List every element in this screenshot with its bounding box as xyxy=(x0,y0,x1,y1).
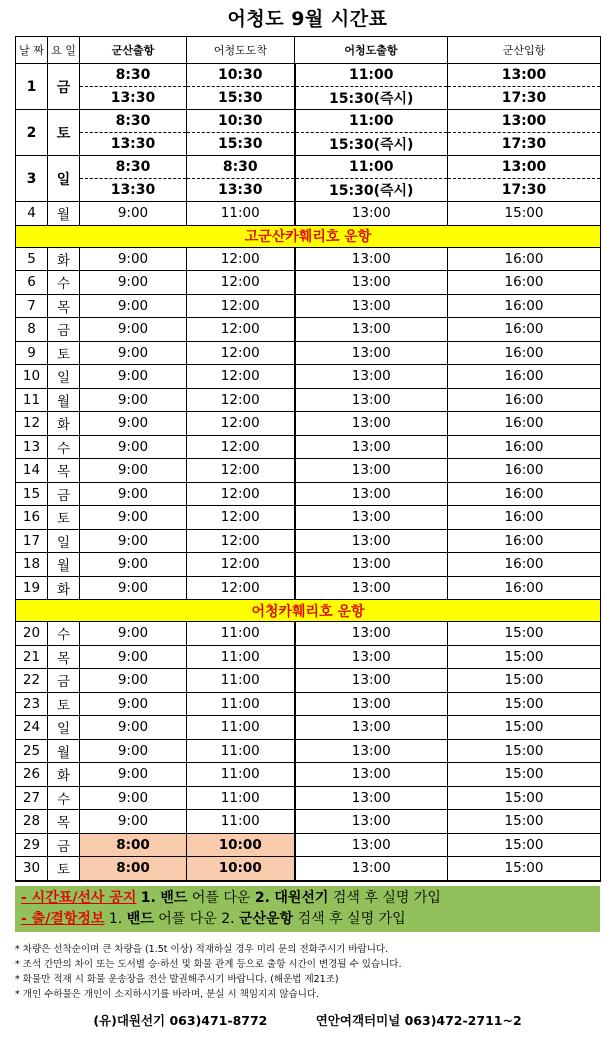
time-cell: 13:00 xyxy=(295,341,448,365)
time-cell: 16:00 xyxy=(448,271,601,295)
date-cell: 20 xyxy=(16,622,48,646)
page-title: 어청도 9월 시간표 xyxy=(227,8,388,30)
dow-cell: 일 xyxy=(48,365,80,389)
time-cell: 9:00 xyxy=(80,412,187,436)
time-cell: 12:00 xyxy=(187,553,295,577)
notice-line-status xyxy=(21,909,594,930)
time-cell: 9:00 xyxy=(80,786,187,810)
time-cell: 13:00 xyxy=(295,669,448,693)
notice-num: 2. xyxy=(254,890,270,906)
time-cell: 15:30(즉시) xyxy=(295,87,448,110)
time-cell: 11:00 xyxy=(187,739,295,763)
time-cell: 13:00 xyxy=(448,156,601,179)
table-row xyxy=(16,786,601,810)
time-cell: 10:30 xyxy=(187,64,295,87)
header-dow: 요 일 xyxy=(48,37,80,64)
time-cell: 10:00 xyxy=(187,833,295,857)
time-cell: 8:00 xyxy=(80,833,187,857)
note-line: * 차량은 선착순이며 큰 차량을 (1.5t 이상) 적재하실 경우 미리 문의 전화주시기 바랍니다. xyxy=(15,944,389,955)
notice-text: 검색 후 실명 가입 xyxy=(297,911,406,927)
note-line: * 개인 수하물은 개인이 소지하시기를 바라며, 분실 시 책임지지 않습니다. xyxy=(15,989,320,1000)
table-row xyxy=(16,810,601,834)
dow-cell: 금 xyxy=(48,669,80,693)
table-row xyxy=(16,64,601,87)
dow-cell: 금 xyxy=(48,482,80,506)
table-row xyxy=(16,294,601,318)
table-row xyxy=(16,110,601,133)
time-cell: 13:00 xyxy=(295,810,448,834)
table-row xyxy=(16,622,601,646)
table-row xyxy=(16,763,601,787)
time-cell: 12:00 xyxy=(187,247,295,271)
table-row xyxy=(16,156,601,179)
dow-cell: 월 xyxy=(48,739,80,763)
table-row xyxy=(16,576,601,600)
time-cell: 13:00 xyxy=(295,763,448,787)
table-row xyxy=(16,179,601,202)
time-cell: 9:00 xyxy=(80,435,187,459)
time-cell: 13:00 xyxy=(295,576,448,600)
dow-cell: 금 xyxy=(48,833,80,857)
time-cell: 12:00 xyxy=(187,412,295,436)
date-cell: 10 xyxy=(16,365,48,389)
date-cell: 21 xyxy=(16,645,48,669)
time-cell: 12:00 xyxy=(187,506,295,530)
date-cell: 6 xyxy=(16,271,48,295)
dow-cell: 월 xyxy=(48,388,80,412)
table-row xyxy=(16,529,601,553)
dow-cell: 화 xyxy=(48,576,80,600)
time-cell: 11:00 xyxy=(187,692,295,716)
time-cell: 16:00 xyxy=(448,482,601,506)
time-cell: 15:00 xyxy=(448,202,601,226)
time-cell: 13:00 xyxy=(295,857,448,881)
time-cell: 9:00 xyxy=(80,622,187,646)
date-cell: 4 xyxy=(16,202,48,226)
time-cell: 9:00 xyxy=(80,739,187,763)
time-cell: 9:00 xyxy=(80,294,187,318)
time-cell: 9:00 xyxy=(80,576,187,600)
dow-cell: 토 xyxy=(48,506,80,530)
date-cell: 17 xyxy=(16,529,48,553)
time-cell: 13:00 xyxy=(295,739,448,763)
table-row xyxy=(16,857,601,881)
time-cell: 9:00 xyxy=(80,271,187,295)
time-cell: 15:00 xyxy=(448,833,601,857)
date-cell: 19 xyxy=(16,576,48,600)
time-cell: 9:00 xyxy=(80,692,187,716)
time-cell: 9:00 xyxy=(80,482,187,506)
time-cell: 10:00 xyxy=(187,857,295,881)
time-cell: 13:00 xyxy=(295,365,448,389)
ferry-banner-eocheong: 어청카훼리호 운항 xyxy=(16,600,601,622)
notice-search-term: 군산운항 xyxy=(239,911,294,927)
time-cell: 13:00 xyxy=(295,482,448,506)
time-cell: 16:00 xyxy=(448,318,601,342)
time-cell: 16:00 xyxy=(448,435,601,459)
time-cell: 15:30 xyxy=(187,87,295,110)
timetable xyxy=(15,36,601,882)
dow-cell: 월 xyxy=(48,202,80,226)
date-cell: 26 xyxy=(16,763,48,787)
notice-label: - 시간표/선사 공지 xyxy=(21,890,137,906)
time-cell: 13:00 xyxy=(295,388,448,412)
time-cell: 17:30 xyxy=(448,179,601,202)
date-cell: 13 xyxy=(16,435,48,459)
dow-cell: 일 xyxy=(48,156,80,202)
time-cell: 15:00 xyxy=(448,763,601,787)
note-line: * 화물만 적재 시 화물 운송장을 전산 발권해주시기 바랍니다. (해운법 제21조) xyxy=(15,974,339,985)
table-row xyxy=(16,247,601,271)
time-cell: 15:30(즉시) xyxy=(295,179,448,202)
notice-app: 밴드 xyxy=(160,890,188,906)
time-cell: 13:00 xyxy=(295,435,448,459)
table-row xyxy=(16,692,601,716)
notice-text: 어플 다운 xyxy=(191,890,251,906)
time-cell: 9:00 xyxy=(80,645,187,669)
time-cell: 13:00 xyxy=(295,412,448,436)
time-cell: 8:30 xyxy=(80,110,187,133)
time-cell: 17:30 xyxy=(448,87,601,110)
time-cell: 13:00 xyxy=(295,271,448,295)
notice-search-term: 대원선기 xyxy=(274,890,329,906)
time-cell: 16:00 xyxy=(448,529,601,553)
dow-cell: 토 xyxy=(48,857,80,881)
time-cell: 9:00 xyxy=(80,506,187,530)
dow-cell: 일 xyxy=(48,529,80,553)
time-cell: 11:00 xyxy=(187,202,295,226)
table-row xyxy=(16,365,601,389)
header-eocheongdo-depart: 어청도출항 xyxy=(295,37,448,64)
time-cell: 13:00 xyxy=(295,294,448,318)
time-cell: 15:00 xyxy=(448,716,601,740)
notice-box xyxy=(15,886,600,932)
time-cell: 15:30(즉시) xyxy=(295,133,448,156)
notice-label: - 출/결항정보 xyxy=(21,911,105,927)
time-cell: 9:00 xyxy=(80,529,187,553)
time-cell: 12:00 xyxy=(187,459,295,483)
ferry-banner-gogunsan: 고군산카훼리호 운항 xyxy=(16,225,601,247)
time-cell: 16:00 xyxy=(448,388,601,412)
dow-cell: 수 xyxy=(48,622,80,646)
time-cell: 16:00 xyxy=(448,412,601,436)
dow-cell: 목 xyxy=(48,645,80,669)
time-cell: 8:30 xyxy=(187,156,295,179)
date-cell: 1 xyxy=(16,64,48,110)
time-cell: 9:00 xyxy=(80,318,187,342)
table-row xyxy=(16,435,601,459)
time-cell: 11:00 xyxy=(295,110,448,133)
time-cell: 12:00 xyxy=(187,341,295,365)
time-cell: 13:00 xyxy=(295,202,448,226)
time-cell: 9:00 xyxy=(80,716,187,740)
date-cell: 8 xyxy=(16,318,48,342)
time-cell: 12:00 xyxy=(187,482,295,506)
notice-app: 밴드 xyxy=(126,911,154,927)
table-row xyxy=(16,506,601,530)
notes xyxy=(15,942,605,1002)
table-row xyxy=(16,669,601,693)
dow-cell: 토 xyxy=(48,692,80,716)
table-row xyxy=(16,833,601,857)
dow-cell: 수 xyxy=(48,271,80,295)
time-cell: 13:00 xyxy=(295,716,448,740)
block-eocheong xyxy=(16,622,601,881)
time-cell: 13:00 xyxy=(295,459,448,483)
time-cell: 11:00 xyxy=(295,156,448,179)
date-cell: 14 xyxy=(16,459,48,483)
time-cell: 9:00 xyxy=(80,669,187,693)
time-cell: 15:00 xyxy=(448,692,601,716)
header-date: 날 짜 xyxy=(16,37,48,64)
table-row xyxy=(16,482,601,506)
time-cell: 13:00 xyxy=(295,506,448,530)
time-cell: 12:00 xyxy=(187,271,295,295)
time-cell: 15:00 xyxy=(448,786,601,810)
contact-terminal: 연안여객터미널 063)472-2711~2 xyxy=(315,1013,522,1028)
dow-cell: 토 xyxy=(48,341,80,365)
date-cell: 2 xyxy=(16,110,48,156)
table-row xyxy=(16,271,601,295)
date-cell: 15 xyxy=(16,482,48,506)
time-cell: 15:00 xyxy=(448,622,601,646)
dow-cell: 화 xyxy=(48,247,80,271)
time-cell: 12:00 xyxy=(187,529,295,553)
time-cell: 8:30 xyxy=(80,156,187,179)
dow-cell: 목 xyxy=(48,294,80,318)
time-cell: 9:00 xyxy=(80,365,187,389)
note-line: * 조석 간만의 차이 또는 도서별 승·하선 및 화물 관계 등으로 출항 시간이 변경될 수 있습니다. xyxy=(15,959,402,970)
table-row xyxy=(16,318,601,342)
dow-cell: 수 xyxy=(48,435,80,459)
table-row xyxy=(16,553,601,577)
time-cell: 9:00 xyxy=(80,459,187,483)
date-cell: 24 xyxy=(16,716,48,740)
time-cell: 13:00 xyxy=(448,110,601,133)
dow-cell: 금 xyxy=(48,64,80,110)
time-cell: 15:00 xyxy=(448,810,601,834)
time-cell: 13:30 xyxy=(80,133,187,156)
dow-cell: 화 xyxy=(48,763,80,787)
time-cell: 9:00 xyxy=(80,810,187,834)
date-cell: 29 xyxy=(16,833,48,857)
time-cell: 12:00 xyxy=(187,294,295,318)
time-cell: 12:00 xyxy=(187,576,295,600)
time-cell: 15:00 xyxy=(448,739,601,763)
time-cell: 16:00 xyxy=(448,341,601,365)
time-cell: 13:00 xyxy=(295,529,448,553)
header-eocheongdo-arrive: 어청도도착 xyxy=(187,37,295,64)
notice-line-schedule xyxy=(21,888,594,909)
time-cell: 13:00 xyxy=(295,622,448,646)
time-cell: 13:00 xyxy=(295,786,448,810)
dow-cell: 수 xyxy=(48,786,80,810)
table-row xyxy=(16,202,601,226)
time-cell: 9:00 xyxy=(80,341,187,365)
table-row xyxy=(16,716,601,740)
time-cell: 15:00 xyxy=(448,669,601,693)
time-cell: 9:00 xyxy=(80,763,187,787)
time-cell: 9:00 xyxy=(80,202,187,226)
ferry-banner-row xyxy=(16,225,601,247)
table-row xyxy=(16,388,601,412)
time-cell: 13:00 xyxy=(295,553,448,577)
time-cell: 15:30 xyxy=(187,133,295,156)
time-cell: 13:00 xyxy=(295,247,448,271)
time-cell: 16:00 xyxy=(448,459,601,483)
table-row xyxy=(16,459,601,483)
time-cell: 11:00 xyxy=(187,622,295,646)
time-cell: 13:30 xyxy=(80,179,187,202)
dow-cell: 목 xyxy=(48,810,80,834)
time-cell: 11:00 xyxy=(295,64,448,87)
time-cell: 16:00 xyxy=(448,576,601,600)
header-row xyxy=(16,37,601,64)
date-cell: 16 xyxy=(16,506,48,530)
notice-num: 1. xyxy=(108,911,123,927)
time-cell: 11:00 xyxy=(187,810,295,834)
time-cell: 11:00 xyxy=(187,645,295,669)
time-cell: 9:00 xyxy=(80,247,187,271)
time-cell: 8:00 xyxy=(80,857,187,881)
time-cell: 16:00 xyxy=(448,247,601,271)
time-cell: 13:00 xyxy=(295,833,448,857)
date-cell: 23 xyxy=(16,692,48,716)
time-cell: 11:00 xyxy=(187,786,295,810)
dow-cell: 금 xyxy=(48,318,80,342)
time-cell: 13:00 xyxy=(295,692,448,716)
time-cell: 13:30 xyxy=(187,179,295,202)
time-cell: 12:00 xyxy=(187,365,295,389)
time-cell: 13:00 xyxy=(448,64,601,87)
contact-daewon: (유)대원선기 063)471-8772 xyxy=(93,1013,268,1028)
table-row xyxy=(16,739,601,763)
table-row xyxy=(16,412,601,436)
time-cell: 16:00 xyxy=(448,553,601,577)
time-cell: 8:30 xyxy=(80,64,187,87)
notice-text: 검색 후 실명 가입 xyxy=(332,890,441,906)
date-cell: 25 xyxy=(16,739,48,763)
date-cell: 27 xyxy=(16,786,48,810)
table-row xyxy=(16,645,601,669)
date-cell: 18 xyxy=(16,553,48,577)
time-cell: 11:00 xyxy=(187,716,295,740)
table-row xyxy=(16,133,601,156)
time-cell: 9:00 xyxy=(80,553,187,577)
notice-num: 1. xyxy=(140,890,156,906)
date-cell: 22 xyxy=(16,669,48,693)
date-cell: 30 xyxy=(16,857,48,881)
time-cell: 16:00 xyxy=(448,365,601,389)
time-cell: 16:00 xyxy=(448,506,601,530)
date-cell: 11 xyxy=(16,388,48,412)
date-cell: 5 xyxy=(16,247,48,271)
time-cell: 12:00 xyxy=(187,435,295,459)
dow-cell: 월 xyxy=(48,553,80,577)
time-cell: 15:00 xyxy=(448,645,601,669)
time-cell: 9:00 xyxy=(80,388,187,412)
time-cell: 11:00 xyxy=(187,669,295,693)
time-cell: 16:00 xyxy=(448,294,601,318)
time-cell: 12:00 xyxy=(187,388,295,412)
time-cell: 15:00 xyxy=(448,857,601,881)
dow-cell: 화 xyxy=(48,412,80,436)
date-cell: 3 xyxy=(16,156,48,202)
block-gogunsan xyxy=(16,247,601,600)
date-cell: 7 xyxy=(16,294,48,318)
date-cell: 9 xyxy=(16,341,48,365)
ferry-banner-row xyxy=(16,600,601,622)
date-cell: 12 xyxy=(16,412,48,436)
time-cell: 13:30 xyxy=(80,87,187,110)
time-cell: 10:30 xyxy=(187,110,295,133)
time-cell: 11:00 xyxy=(187,763,295,787)
date-cell: 28 xyxy=(16,810,48,834)
dow-cell: 목 xyxy=(48,459,80,483)
dow-cell: 일 xyxy=(48,716,80,740)
time-cell: 12:00 xyxy=(187,318,295,342)
dow-cell: 토 xyxy=(48,110,80,156)
footer-contacts xyxy=(0,1011,615,1029)
table-row xyxy=(16,341,601,365)
table-row xyxy=(16,87,601,110)
header-gunsan-arrive: 군산입항 xyxy=(448,37,601,64)
header-gunsan-depart: 군산출항 xyxy=(80,37,187,64)
time-cell: 17:30 xyxy=(448,133,601,156)
notice-text: 어플 다운 2. xyxy=(158,911,235,927)
time-cell: 13:00 xyxy=(295,318,448,342)
time-cell: 13:00 xyxy=(295,645,448,669)
